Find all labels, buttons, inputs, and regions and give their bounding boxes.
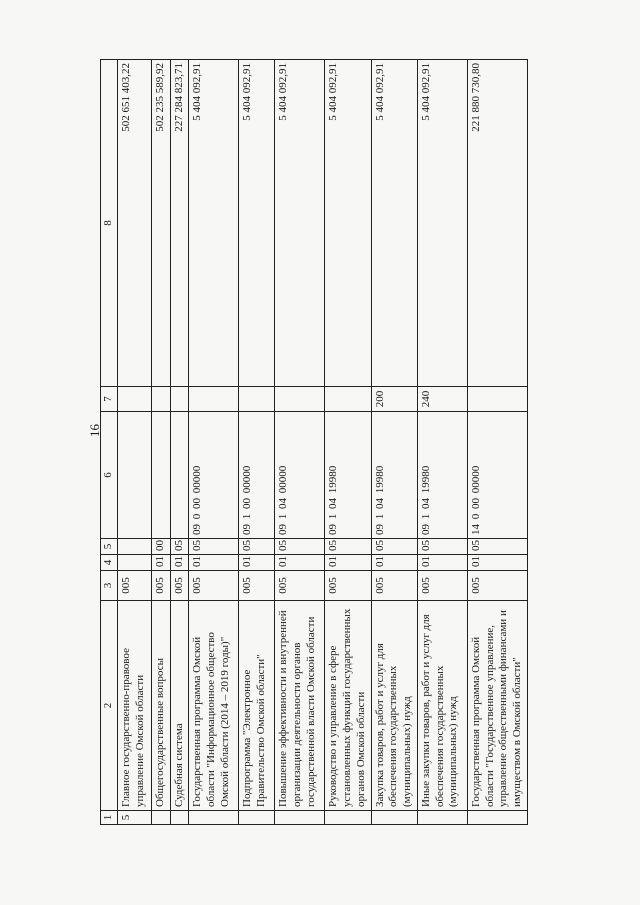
item-name-cell: Общегосударственные вопросы xyxy=(151,601,170,811)
row-index-cell xyxy=(189,811,239,825)
amount-cell: 5 404 092,91 xyxy=(417,60,467,387)
subsection-code-cell: 05 xyxy=(467,539,527,555)
section-code-cell: 01 xyxy=(170,555,189,571)
row-index-cell: 5 xyxy=(117,811,151,825)
expense-type-cell xyxy=(239,387,275,412)
grbs-code-cell: 005 xyxy=(117,571,151,601)
table-row xyxy=(417,60,467,825)
item-name-cell: Подпрограмма "Электронное Правительство Омской области" xyxy=(239,601,275,811)
expense-type-cell xyxy=(325,387,371,412)
grbs-code-cell: 005 xyxy=(371,571,417,601)
item-name-cell: Повышение эффективности и внутренней организации деятельности органов государственной власти Омской области xyxy=(275,601,325,811)
subsection-code-cell: 00 xyxy=(151,539,170,555)
subsection-code-cell: 05 xyxy=(275,539,325,555)
grbs-code-cell: 005 xyxy=(239,571,275,601)
amount-cell: 502 235 589,92 xyxy=(151,60,170,387)
table-row xyxy=(189,60,239,825)
table-row xyxy=(371,60,417,825)
rotated-page xyxy=(100,60,523,825)
grbs-code-cell: 005 xyxy=(417,571,467,601)
expense-type-cell xyxy=(117,387,151,412)
row-index-cell xyxy=(151,811,170,825)
row-index-cell xyxy=(275,811,325,825)
section-code-cell: 01 xyxy=(275,555,325,571)
target-article-cell: 09 1 00 00000 xyxy=(239,412,275,539)
item-name-cell: Судебная система xyxy=(170,601,189,811)
section-code-cell: 01 xyxy=(467,555,527,571)
header-cell: 1 xyxy=(101,811,118,825)
header-cell: 3 xyxy=(101,571,118,601)
header-row xyxy=(101,60,118,825)
table-row xyxy=(170,60,189,825)
header-cell: 2 xyxy=(101,601,118,811)
table-row xyxy=(275,60,325,825)
target-article-cell xyxy=(170,412,189,539)
table-row xyxy=(151,60,170,825)
table-row xyxy=(117,60,151,825)
table-row xyxy=(325,60,371,825)
budget-table xyxy=(100,59,528,825)
target-article-cell: 09 1 04 19980 xyxy=(325,412,371,539)
amount-cell: 227 284 823,71 xyxy=(170,60,189,387)
row-index-cell xyxy=(170,811,189,825)
amount-cell: 5 404 092,91 xyxy=(189,60,239,387)
row-index-cell xyxy=(325,811,371,825)
row-index-cell xyxy=(467,811,527,825)
subsection-code-cell: 05 xyxy=(189,539,239,555)
expense-type-cell xyxy=(275,387,325,412)
target-article-cell xyxy=(117,412,151,539)
expense-type-cell xyxy=(151,387,170,412)
section-code-cell: 01 xyxy=(239,555,275,571)
item-name-cell: Государственная программа Омской области "Информационное общество Омской области (2014 – 2019 годы)" xyxy=(189,601,239,811)
grbs-code-cell: 005 xyxy=(151,571,170,601)
page-number: 16 xyxy=(87,424,102,437)
amount-cell: 5 404 092,91 xyxy=(371,60,417,387)
header-cell: 5 xyxy=(101,539,118,555)
target-article-cell: 09 1 04 19980 xyxy=(417,412,467,539)
amount-cell: 5 404 092,91 xyxy=(239,60,275,387)
grbs-code-cell: 005 xyxy=(189,571,239,601)
section-code-cell: 01 xyxy=(325,555,371,571)
header-cell: 4 xyxy=(101,555,118,571)
amount-cell: 221 880 730,80 xyxy=(467,60,527,387)
grbs-code-cell: 005 xyxy=(467,571,527,601)
subsection-code-cell: 05 xyxy=(417,539,467,555)
expense-type-cell: 240 xyxy=(417,387,467,412)
section-code-cell: 01 xyxy=(417,555,467,571)
section-code-cell: 01 xyxy=(151,555,170,571)
budget-table-wrapper xyxy=(100,60,523,825)
section-code-cell xyxy=(117,555,151,571)
table-row xyxy=(467,60,527,825)
target-article-cell: 09 1 04 19980 xyxy=(371,412,417,539)
header-cell: 7 xyxy=(101,387,118,412)
target-article-cell: 14 0 00 00000 xyxy=(467,412,527,539)
subsection-code-cell: 05 xyxy=(170,539,189,555)
amount-cell: 5 404 092,91 xyxy=(325,60,371,387)
item-name-cell: Руководство и управление в сфере установленных функций государственных органов Омской области xyxy=(325,601,371,811)
target-article-cell: 09 0 00 00000 xyxy=(189,412,239,539)
table-row xyxy=(239,60,275,825)
grbs-code-cell: 005 xyxy=(170,571,189,601)
subsection-code-cell: 05 xyxy=(371,539,417,555)
amount-cell: 5 404 092,91 xyxy=(275,60,325,387)
expense-type-cell xyxy=(189,387,239,412)
item-name-cell: Главное государственно-правовое управление Омской области xyxy=(117,601,151,811)
target-article-cell xyxy=(151,412,170,539)
subsection-code-cell: 05 xyxy=(325,539,371,555)
item-name-cell: Закупка товаров, работ и услуг для обеспечения государственных (муниципальных) нужд xyxy=(371,601,417,811)
expense-type-cell xyxy=(170,387,189,412)
header-cell: 8 xyxy=(101,60,118,387)
subsection-code-cell: 05 xyxy=(239,539,275,555)
expense-type-cell xyxy=(467,387,527,412)
item-name-cell: Государственная программа Омской области "Государственное управление, управление общественными финансами и имуществом в Омской области" xyxy=(467,601,527,811)
grbs-code-cell: 005 xyxy=(275,571,325,601)
amount-cell: 502 651 403,22 xyxy=(117,60,151,387)
row-index-cell xyxy=(371,811,417,825)
item-name-cell: Иные закупки товаров, работ и услуг для обеспечения государственных (муниципальных) нужд xyxy=(417,601,467,811)
grbs-code-cell: 005 xyxy=(325,571,371,601)
target-article-cell: 09 1 04 00000 xyxy=(275,412,325,539)
section-code-cell: 01 xyxy=(371,555,417,571)
header-cell: 6 xyxy=(101,412,118,539)
subsection-code-cell xyxy=(117,539,151,555)
row-index-cell xyxy=(417,811,467,825)
expense-type-cell: 200 xyxy=(371,387,417,412)
section-code-cell: 01 xyxy=(189,555,239,571)
row-index-cell xyxy=(239,811,275,825)
